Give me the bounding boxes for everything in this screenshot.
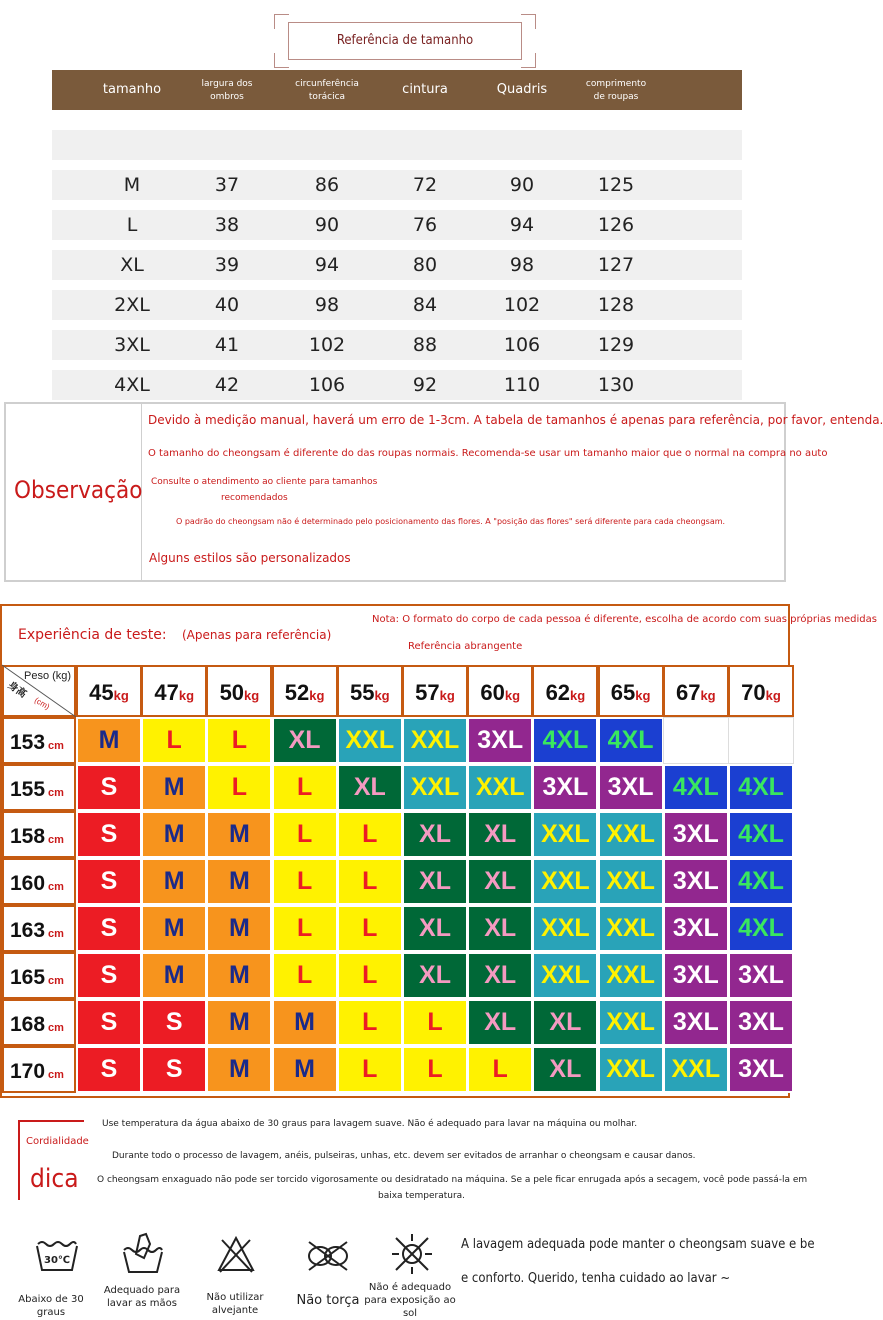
- weight-unit: kg: [570, 688, 586, 703]
- size-cell: S: [141, 1046, 207, 1093]
- height-header-cell: [2, 905, 76, 952]
- size-cell: 4XL: [728, 764, 794, 811]
- weight-header-cell: [206, 665, 272, 717]
- weight-value: 62: [545, 680, 571, 705]
- size-cell: XXL: [532, 858, 598, 905]
- size-cell: S: [76, 1046, 142, 1093]
- frame-corner-br: [521, 53, 536, 68]
- height-unit: cm: [48, 1022, 64, 1034]
- size-cell: S: [76, 764, 142, 811]
- size-cell: M: [141, 952, 207, 999]
- size-table-cell: 94: [314, 254, 340, 276]
- observation-line-3: Consulte o atendimento ao cliente para tamanhos: [151, 477, 378, 487]
- size-cell: M: [206, 811, 272, 858]
- size-cell: L: [467, 1046, 533, 1093]
- size-table-header: [52, 70, 742, 110]
- size-cell: XXL: [402, 764, 468, 811]
- size-cell: 3XL: [663, 811, 729, 858]
- size-cell: XXL: [402, 717, 468, 764]
- weight-unit: kg: [374, 688, 390, 703]
- size-table-cell: 3XL: [114, 334, 150, 356]
- size-cell: XL: [467, 905, 533, 952]
- size-cell: S: [76, 999, 142, 1046]
- size-cell: S: [141, 999, 207, 1046]
- corner-height-label: 身高: [5, 679, 29, 701]
- size-cell: M: [141, 764, 207, 811]
- size-table-cell: 92: [412, 374, 438, 396]
- frame-corner-tr: [521, 14, 536, 29]
- height-unit: cm: [48, 975, 64, 987]
- size-cell: XL: [467, 999, 533, 1046]
- size-cell: XL: [532, 999, 598, 1046]
- size-cell: 3XL: [728, 952, 794, 999]
- height-unit: cm: [48, 881, 64, 893]
- size-table-cell: 98: [509, 254, 535, 276]
- size-cell: XL: [402, 858, 468, 905]
- size-cell: M: [141, 905, 207, 952]
- size-table-cell: 130: [597, 374, 635, 396]
- height-value: 165: [10, 966, 46, 989]
- size-cell: 4XL: [728, 858, 794, 905]
- size-cell: 4XL: [728, 811, 794, 858]
- size-cell: M: [206, 858, 272, 905]
- header-cintura: cintura: [402, 82, 448, 97]
- header-comprimento: comprimento de roupas: [585, 79, 647, 102]
- size-table-cell: 2XL: [114, 294, 150, 316]
- height-header-cell: [2, 764, 76, 811]
- observation-line-6: Alguns estilos são personalizados: [149, 551, 351, 565]
- size-cell: 3XL: [728, 999, 794, 1046]
- size-table-cell: 102: [503, 294, 541, 316]
- size-cell: XL: [402, 811, 468, 858]
- weight-unit: kg: [700, 688, 716, 703]
- size-table-row: [52, 330, 742, 360]
- test-subtitle: (Apenas para referência): [182, 628, 332, 642]
- header-tamanho: tamanho: [102, 82, 162, 97]
- weight-value: 60: [480, 680, 505, 705]
- size-cell: S: [76, 952, 142, 999]
- weight-header-cell: [402, 665, 468, 717]
- size-cell: M: [272, 1046, 338, 1093]
- size-table-cell: 76: [412, 214, 438, 236]
- size-cell: L: [272, 858, 338, 905]
- svg-text:30℃: 30℃: [43, 1255, 71, 1266]
- icon-label-hand-wash: Adequado para lavar as mãos: [103, 1285, 181, 1309]
- size-table-cell: 98: [314, 294, 340, 316]
- weight-unit: kg: [309, 688, 325, 703]
- weight-unit: kg: [635, 688, 651, 703]
- size-cell: 4XL: [663, 764, 729, 811]
- size-table-cell: 94: [509, 214, 535, 236]
- closing-line-2: e conforto. Querido, tenha cuidado ao lavar ~: [461, 1271, 731, 1286]
- no-wring-icon: [305, 1236, 351, 1276]
- size-cell: L: [402, 999, 468, 1046]
- size-table-cell: M: [123, 174, 141, 196]
- size-table-cell: 80: [412, 254, 438, 276]
- weight-value: 45: [89, 680, 114, 705]
- size-cell: S: [76, 905, 142, 952]
- size-cell: XXL: [598, 1046, 664, 1093]
- size-cell: XXL: [598, 999, 664, 1046]
- weight-value: 50: [219, 680, 245, 705]
- size-cell: 4XL: [532, 717, 598, 764]
- size-cell: XXL: [598, 811, 664, 858]
- icon-label-wash: Abaixo de 30 graus: [18, 1294, 84, 1318]
- weight-header-cell: [532, 665, 598, 717]
- height-header-cell: [2, 858, 76, 905]
- size-table-blank-row: [52, 130, 742, 160]
- icon-label-no-bleach: Não utilizar alvejante: [206, 1292, 264, 1316]
- height-value: 170: [10, 1060, 46, 1083]
- care-line-3: O cheongsam enxaguado não pode ser torcido vigorosamente ou desidratado na máquina. Se a pele ficar enrugada após a secagem, você pode passá-la em: [97, 1175, 808, 1185]
- weight-unit: kg: [765, 688, 781, 703]
- size-cell: 3XL: [728, 1046, 794, 1093]
- size-cell: S: [76, 858, 142, 905]
- closing-line-1: A lavagem adequada pode manter o cheongsam suave e be: [461, 1237, 815, 1252]
- weight-unit: kg: [178, 688, 195, 703]
- size-table-cell: 90: [314, 214, 340, 236]
- icon-label-no-sun: Não é adequado para exposição ao sol: [364, 1282, 456, 1319]
- size-table-cell: 127: [597, 254, 635, 276]
- size-cell: M: [141, 811, 207, 858]
- weight-header-cell: [76, 665, 142, 717]
- size-cell: XL: [467, 858, 533, 905]
- height-value: 163: [10, 919, 46, 942]
- size-table-cell: XL: [120, 254, 144, 276]
- height-header-cell: [2, 999, 76, 1046]
- size-cell: [728, 717, 794, 764]
- page-title: Referência de tamanho: [336, 33, 474, 48]
- size-cell: L: [206, 764, 272, 811]
- height-value: 153: [10, 731, 46, 754]
- weight-value: 67: [675, 680, 701, 705]
- size-table-cell: 110: [503, 374, 541, 396]
- wash-30-icon: [34, 1236, 80, 1276]
- size-table-row: [52, 250, 742, 280]
- size-cell: L: [272, 952, 338, 999]
- size-table-cell: 129: [597, 334, 635, 356]
- size-cell: 4XL: [728, 905, 794, 952]
- size-cell: 3XL: [663, 905, 729, 952]
- size-cell: XL: [467, 811, 533, 858]
- size-cell: 3XL: [663, 999, 729, 1046]
- size-cell: 3XL: [663, 858, 729, 905]
- height-unit: cm: [48, 834, 64, 846]
- size-cell: XXL: [598, 952, 664, 999]
- height-value: 160: [10, 872, 46, 895]
- size-table-cell: 86: [314, 174, 340, 196]
- size-cell: XL: [337, 764, 403, 811]
- size-cell: [663, 717, 729, 764]
- observation-title: Observação: [14, 476, 143, 504]
- observation-line-1: Devido à medição manual, haverá um erro de 1-3cm. A tabela de tamanhos é apenas para referência, por favor, entenda.: [148, 413, 883, 427]
- size-table-cell: 90: [509, 174, 535, 196]
- size-cell: L: [337, 811, 403, 858]
- size-cell: XL: [402, 952, 468, 999]
- size-table-row: [52, 290, 742, 320]
- size-cell: XXL: [598, 905, 664, 952]
- icon-label-no-wring: Não torça: [296, 1293, 360, 1308]
- size-cell: L: [337, 858, 403, 905]
- size-cell: XXL: [598, 858, 664, 905]
- size-table-cell: 102: [308, 334, 346, 356]
- size-cell: L: [402, 1046, 468, 1093]
- observation-line-2: O tamanho do cheongsam é diferente do das roupas normais. Recomenda-se usar um tamanho maior que o normal na compra no auto: [148, 448, 828, 459]
- weight-unit: kg: [439, 688, 455, 703]
- height-unit: cm: [48, 740, 64, 752]
- size-cell: M: [272, 999, 338, 1046]
- size-cell: 3XL: [598, 764, 664, 811]
- weight-value: 55: [349, 680, 375, 705]
- size-table-cell: 126: [597, 214, 635, 236]
- weight-unit: kg: [113, 688, 129, 703]
- care-label: Cordialidade: [26, 1136, 89, 1147]
- height-unit: cm: [48, 1069, 64, 1081]
- height-value: 158: [10, 825, 46, 848]
- size-cell: XXL: [663, 1046, 729, 1093]
- size-cell: 4XL: [598, 717, 664, 764]
- hand-wash-icon: [120, 1230, 166, 1276]
- size-cell: 3XL: [663, 952, 729, 999]
- weight-header-cell: [728, 665, 794, 717]
- weight-value: 65: [610, 680, 636, 705]
- test-reference: Referência abrangente: [408, 641, 523, 652]
- size-table-cell: 128: [597, 294, 635, 316]
- size-cell: M: [206, 1046, 272, 1093]
- height-header-cell: [2, 717, 76, 764]
- size-cell: XL: [402, 905, 468, 952]
- size-table-row: [52, 370, 742, 400]
- weight-header-cell: [598, 665, 664, 717]
- weight-header-cell: [663, 665, 729, 717]
- size-cell: L: [337, 1046, 403, 1093]
- size-cell: XL: [532, 1046, 598, 1093]
- size-cell: L: [272, 811, 338, 858]
- size-table-cell: 37: [214, 174, 240, 196]
- size-table-cell: 84: [412, 294, 438, 316]
- size-table-cell: 39: [214, 254, 240, 276]
- size-cell: XXL: [532, 811, 598, 858]
- size-cell: L: [337, 952, 403, 999]
- size-cell: S: [76, 811, 142, 858]
- size-table-cell: 106: [503, 334, 541, 356]
- size-cell: L: [337, 905, 403, 952]
- weight-header-cell: [337, 665, 403, 717]
- observation-line-5: O padrão do cheongsam não é determinado pelo posicionamento das flores. A "posição das flores" será diferente para cada cheongsam.: [176, 517, 726, 526]
- size-cell: L: [141, 717, 207, 764]
- size-table-cell: 72: [412, 174, 438, 196]
- size-cell: XL: [467, 952, 533, 999]
- size-cell: M: [141, 858, 207, 905]
- size-table-cell: 40: [214, 294, 240, 316]
- weight-header-cell: [272, 665, 338, 717]
- size-table-cell: 125: [597, 174, 635, 196]
- weight-value: 57: [415, 680, 440, 705]
- corner-cm-label: (cm): [32, 695, 52, 712]
- size-table-cell: 41: [214, 334, 240, 356]
- size-cell: 3XL: [532, 764, 598, 811]
- weight-value: 70: [741, 680, 766, 705]
- size-cell: XXL: [532, 952, 598, 999]
- height-header-cell: [2, 811, 76, 858]
- size-cell: M: [206, 905, 272, 952]
- weight-header-cell: [141, 665, 207, 717]
- care-line-2: Durante todo o processo de lavagem, anéis, pulseiras, unhas, etc. devem ser evitados de arranhar o cheongsam e causar danos.: [112, 1151, 696, 1161]
- grid-corner-cell: [2, 665, 76, 717]
- header-torax: circunferência torácica: [295, 79, 359, 102]
- size-cell: L: [272, 764, 338, 811]
- size-cell: XXL: [467, 764, 533, 811]
- size-cell: XL: [272, 717, 338, 764]
- care-line-4: baixa temperatura.: [378, 1191, 466, 1201]
- no-sun-icon: [390, 1232, 434, 1276]
- size-cell: L: [272, 905, 338, 952]
- size-table-cell: 4XL: [114, 374, 150, 396]
- height-value: 155: [10, 778, 46, 801]
- weight-unit: kg: [504, 688, 521, 703]
- size-cell: 3XL: [467, 717, 533, 764]
- header-quadris: Quadris: [496, 82, 548, 97]
- size-cell: M: [206, 952, 272, 999]
- weight-value: 52: [284, 680, 310, 705]
- size-table-cell: 42: [214, 374, 240, 396]
- size-cell: M: [206, 999, 272, 1046]
- size-table-cell: L: [126, 214, 138, 236]
- weight-header-cell: [467, 665, 533, 717]
- header-ombros: largura dos ombros: [201, 79, 253, 102]
- size-table-cell: 38: [214, 214, 240, 236]
- size-table-cell: 88: [412, 334, 438, 356]
- size-cell: XXL: [532, 905, 598, 952]
- size-table-row: [52, 170, 742, 200]
- height-header-cell: [2, 1046, 76, 1093]
- observation-line-4: recomendados: [221, 493, 288, 503]
- title-frame: [270, 14, 540, 68]
- test-note: Nota: O formato do corpo de cada pessoa é diferente, escolha de acordo com suas próprias medidas: [372, 614, 877, 625]
- height-unit: cm: [48, 928, 64, 940]
- height-unit: cm: [48, 787, 64, 799]
- no-bleach-icon: [216, 1234, 256, 1274]
- weight-value: 47: [154, 680, 179, 705]
- corner-weight-label: Peso (kg): [24, 670, 72, 682]
- frame-corner-tl: [274, 14, 289, 29]
- size-cell: L: [337, 999, 403, 1046]
- height-value: 168: [10, 1013, 46, 1036]
- size-cell: M: [76, 717, 142, 764]
- weight-unit: kg: [244, 688, 260, 703]
- height-header-cell: [2, 952, 76, 999]
- frame-corner-bl: [274, 53, 289, 68]
- size-table-row: [52, 210, 742, 240]
- care-tip-title: dica: [30, 1164, 79, 1194]
- size-cell: XXL: [337, 717, 403, 764]
- care-line-1: Use temperatura da água abaixo de 30 graus para lavagem suave. Não é adequado para lavar na máquina ou molhar.: [102, 1119, 638, 1129]
- size-table-cell: 106: [308, 374, 346, 396]
- test-title: Experiência de teste:: [18, 627, 167, 643]
- size-cell: L: [206, 717, 272, 764]
